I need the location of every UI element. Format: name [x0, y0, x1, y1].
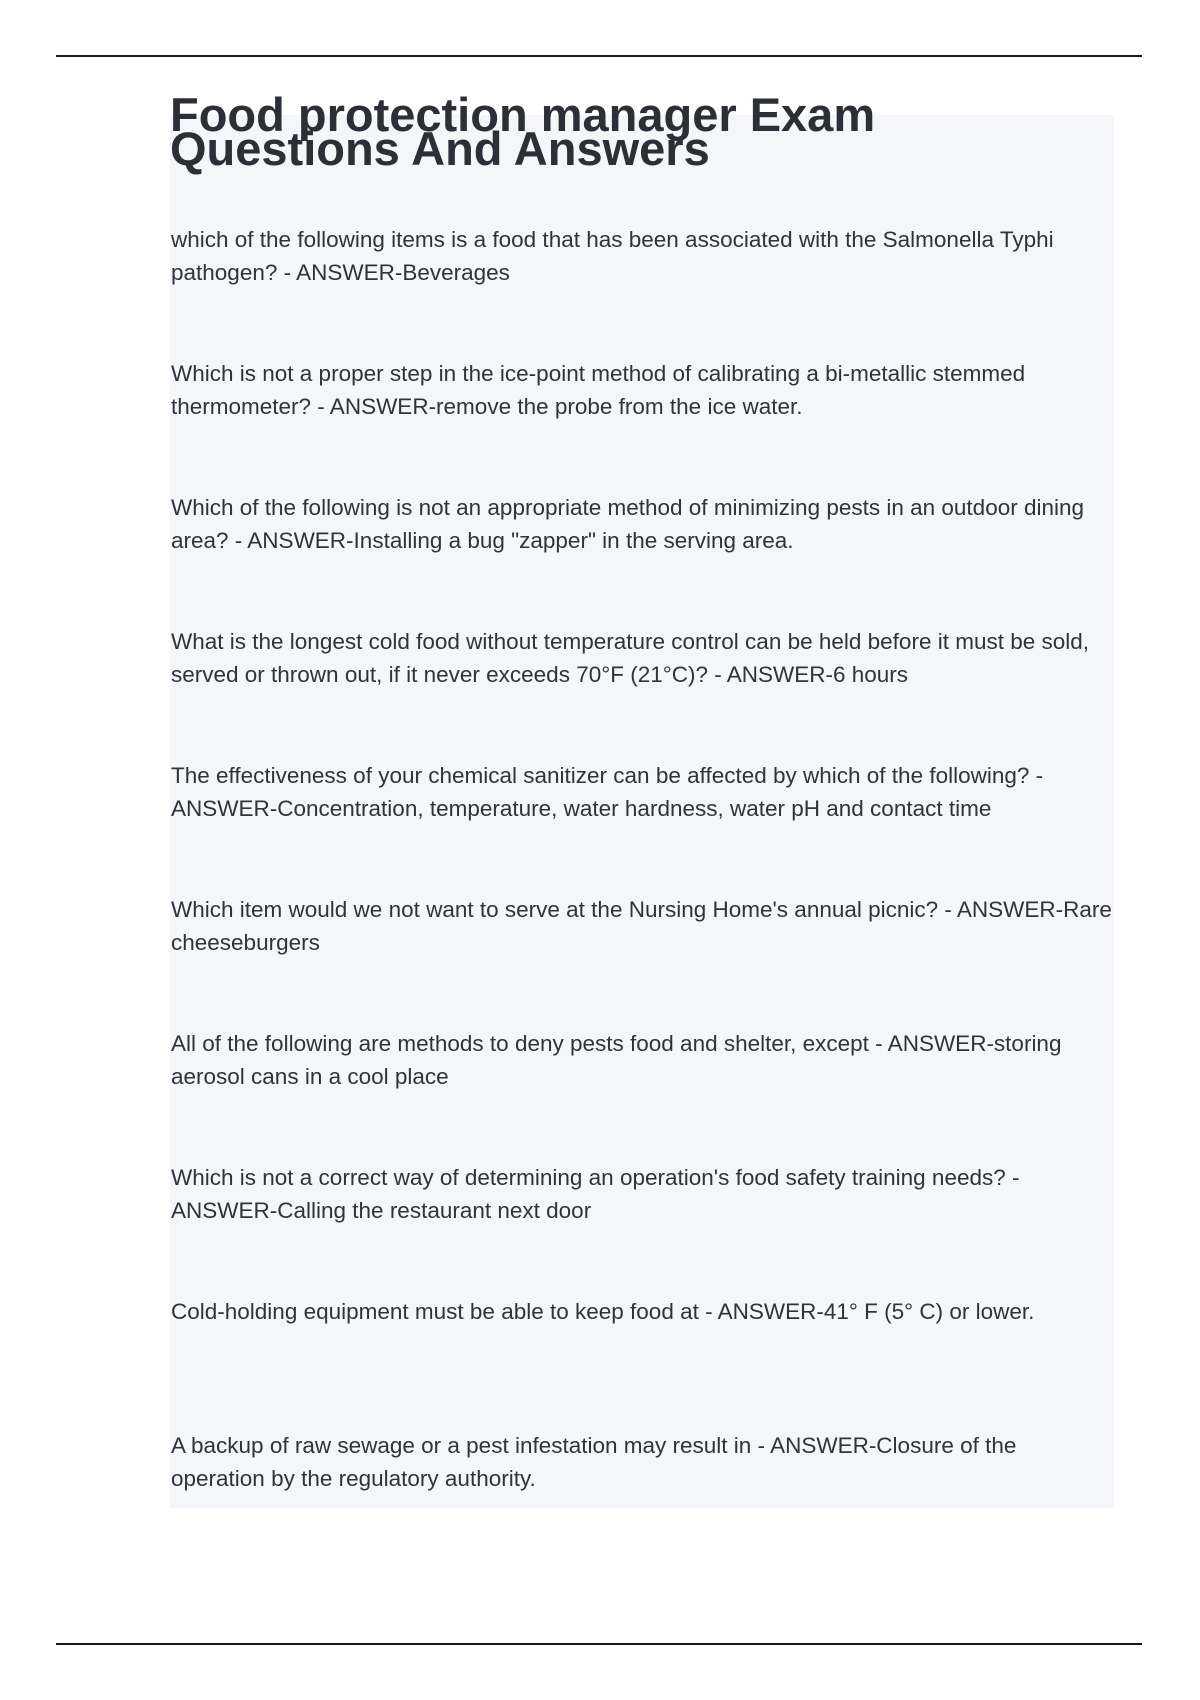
qa-item-4: What is the longest cold food without temperature control can be held before it must be sold, served or thrown out, if it never exceeds 70°F (21°C)? - ANSWER-6 hours: [171, 629, 1090, 687]
qa-item-7: All of the following are methods to deny pests food and shelter, except - ANSWER-storing aerosol cans in a cool place: [171, 1031, 1062, 1089]
qa-item-3: Which of the following is not an appropriate method of minimizing pests in an outdoor dining area? - ANSWER-Installing a bug "zapper" in the serving area.: [171, 495, 1085, 553]
qa-item-1: which of the following items is a food that has been associated with the Salmonella Typhi pathogen? - ANSWER-Beverages: [171, 227, 1054, 285]
qa-item-5: The effectiveness of your chemical sanitizer can be affected by which of the following? - ANSWER-Concentration, temperature, water hardness, water pH and contact time: [171, 763, 1044, 821]
qa-item-9: Cold-holding equipment must be able to keep food at - ANSWER-41° F (5° C) or lower.: [171, 1299, 1035, 1324]
qa-list: [171, 224, 1116, 1564]
qa-item-6: Which item would we not want to serve at the Nursing Home's annual picnic? - ANSWER-Rare cheeseburgers: [171, 897, 1112, 955]
qa-item-10: A backup of raw sewage or a pest infestation may result in - ANSWER-Closure of the operation by the regulatory authority.: [171, 1433, 1017, 1491]
document-title: Food protection manager Exam Questions And Answers: [170, 88, 876, 175]
bottom-rule: [56, 1643, 1142, 1645]
qa-item-2: Which is not a proper step in the ice-point method of calibrating a bi-metallic stemmed thermometer? - ANSWER-remove the probe from the ice water.: [171, 361, 1026, 419]
qa-item-8: Which is not a correct way of determining an operation's food safety training needs? - ANSWER-Calling the restaurant next door: [171, 1165, 1020, 1223]
top-rule: [56, 55, 1142, 57]
